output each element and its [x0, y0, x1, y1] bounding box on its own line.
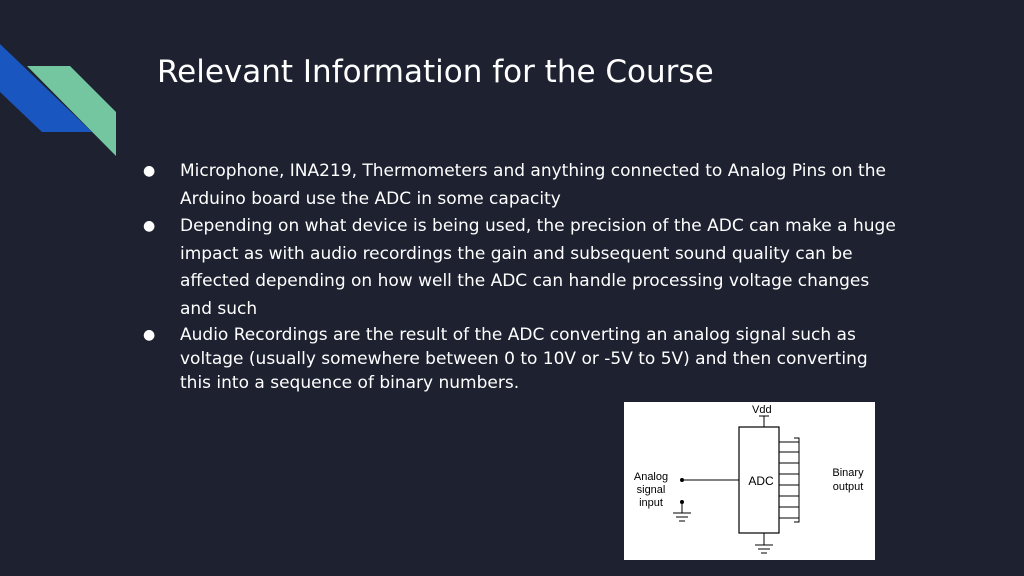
adc-label: ADC: [748, 474, 774, 488]
output-label-line-2: output: [832, 481, 864, 493]
corner-accent-shapes: [0, 0, 130, 170]
bullet-text: Depending on what device is being used, the precision of the ADC can make a huge impact as with audio recordings the gain and subsequent sound quality can be affected depending on how well the ADC can handle processing voltage changes and such: [180, 216, 896, 319]
input-terminal-dot: [680, 478, 684, 482]
vdd-label: Vdd: [752, 404, 772, 416]
slide-title: Relevant Information for the Course: [157, 54, 714, 90]
bullet-text: Microphone, INA219, Thermometers and anything connected to Analog Pins on the Arduino board use the ADC in some capacity: [180, 161, 886, 209]
input-label-line-1: Analog: [633, 471, 669, 483]
output-bus: [779, 442, 799, 518]
bullet-item: [140, 158, 900, 213]
bullet-marker: ●: [143, 327, 156, 343]
input-label-line-3: input: [639, 497, 663, 509]
adc-diagram: [624, 402, 875, 560]
bullet-item: [140, 213, 900, 323]
output-label-line-1: Binary: [832, 467, 864, 479]
input-label-line-2: signal: [636, 484, 666, 496]
bullet-marker: ●: [143, 218, 156, 234]
bullet-marker: ●: [143, 163, 156, 179]
bullet-text: Audio Recordings are the result of the ADC converting an analog signal such as voltage (usually somewhere between 0 to 10V or -5V to 5V) and then converting this into a sequence of binary numbers.: [180, 325, 868, 393]
bullet-list: [140, 158, 900, 395]
output-bracket: [794, 438, 799, 522]
bullet-item: [140, 323, 900, 395]
